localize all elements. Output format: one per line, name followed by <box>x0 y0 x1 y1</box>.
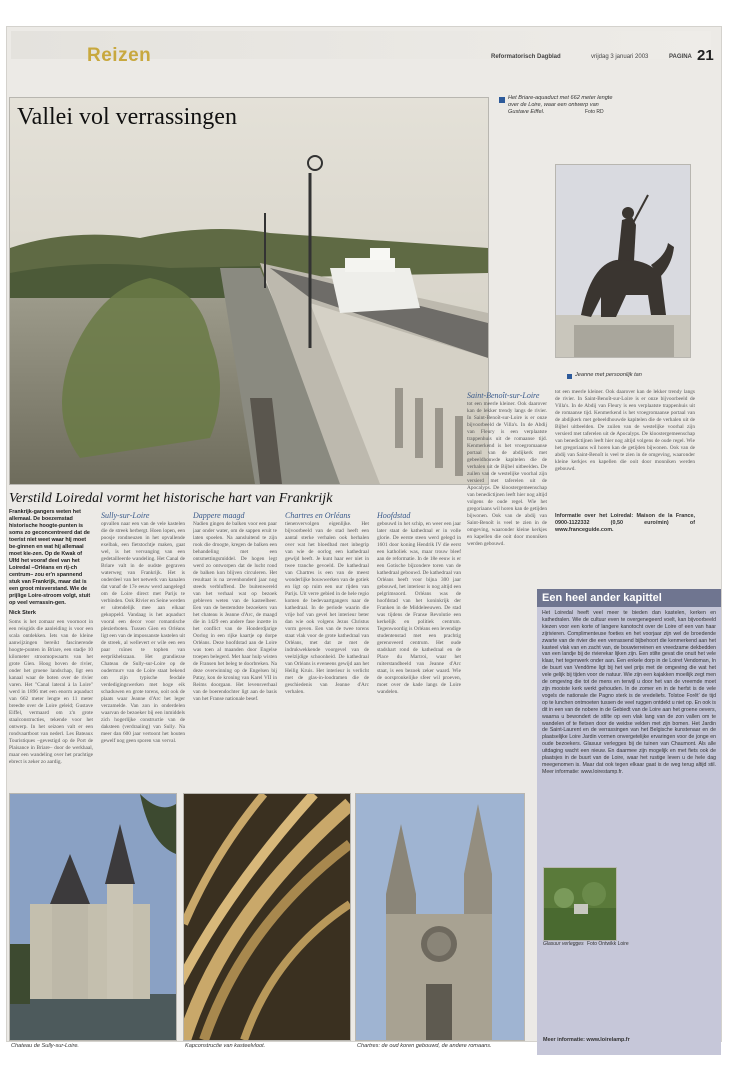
garden-caption: Glasuur verlegges <box>543 941 584 947</box>
column-3-text: Nadien gingen de balken voor een paar jaar onder water, om de sappen eruit te laten spoelen. Na aansluitend te zijn rook die droogte, kregen de balken een behandeling met een ontsmettingsmiddel. De hogen legt werd zo ontworpen dat de lucht rond de balken kon blijven circuleren. Het resultaat is na zevenhonderd jaar nog steeds verbluffend. De buitenwereld van het verhaal wat op bezoek gebleven weten van de kasteelheer. Een van de bestemdste bezoekers van het chateau is Jeanne d'Arc, de maagd die in 1429 een andere fase inzette in het conflict van de Honderdjarige Oorlog in een rijke kaartje op dorpe Orléans. Deze hoofdstad aan de Loire was toen al maanden door Engelse troepen belegerd. Met haar hulp wisten de Fransen het beleg te doorbreken. Na deze overwinning op de Engelsen bij Patay, kon de kroning van Karel VII in Reims doorgaan. Het levensverhaal van de boerendochter ligt aan de basis van het Franse nationale besef. <box>193 521 277 702</box>
column-7 <box>555 389 695 539</box>
cathedral-caption: Chartres: de oud koren gebouwd, de andere romaans. <box>357 1043 492 1049</box>
castle-caption: Chateau de Sully-sur-Loire. <box>11 1043 79 1049</box>
castle-illustration <box>10 794 176 1040</box>
statue-illustration <box>556 165 690 357</box>
aquaduct-caption: Het Briare-aquaduct met 662 meter lengte over de Loire, waar een ontwerp van Gustave Eiffel. <box>508 95 613 115</box>
sidebar-box <box>537 589 721 1055</box>
subhead-chartres: Chartres en Orléans <box>285 511 351 520</box>
column-4 <box>285 509 369 817</box>
roof-photo <box>183 793 351 1041</box>
column-1-text: Soms is het zomaar een voornoot in een reisgids die aanleiding is voor een scala ontdekken. Iets van de kleine aanwijzingen bereikt fascinerende hoogte-punten in Briare, een stadje 10 kilometer stroomopwaarts van het grote Gien. Hoog boven de rivier, onder het groene landschap, ligt een kanaal waar de boten over de rivier varen. Het "Canal lateral à la Loire" werd in 1896 met een enorm aquaduct van 662 meter lengte en 11 meter breedte over de Loire geleid; Gustave Eiffel, vermaard om z'n grote staalconstructies, tekende voor het ontwerp. In het seizoen valt er een rondvaartboot van nederl. Les Bateaux Touristiques –gevestigd op de Port de Plaisance in Briare– door de werkhaal, maar een wandeling over het prachtige ebrect is zeker zo aardig. <box>9 619 93 765</box>
page-label: PAGINA <box>669 54 692 60</box>
lead-paragraph: Frankrijk-gangers weten het allemaal. De boezemstad historische hoogte-punten is soms zo geconcentreerd dat de toerist niet weet waar hij moet be-ginnen en wat hij allemaal moet kie-zen. Op de Kwak of Ulfd het vooraf deel van het Loiredal –Orléans en rij-ch centrum– zou er'n spannend stuk van Frankrijk, maar dat is een groot misverstand. Wie de prijlige Loire-stroom volgt, stuit op veel verrassin-gen. <box>9 509 91 606</box>
cathedral-illustration <box>356 794 524 1040</box>
statue-photo <box>555 164 691 358</box>
publication-name: Reformatorisch Dagblad <box>491 54 561 60</box>
info-line: Informatie over het Loiredal: Maison de la France, 0900-1122332 (0,50 euro/min) of www.franceguide.com. <box>555 513 695 533</box>
cathedral-photo <box>355 793 525 1041</box>
aquaduct-credit: Foto RD <box>585 109 604 115</box>
roof-caption: Kapconstructie van kasteelvloot. <box>185 1043 266 1049</box>
column-6a-text: tot een meerle kleiner. Ook daarover kan de lekker trendy langs de rivier. In Saint-Benoît-sur-Loire is er onze bijvoorbeeld de Villa's. In de Abdij van Fleury is een verplaatste trappenhuis uit de romaanse tijd. Kenmerkend is het vroegromaanse portaal van de abdijkerk met gebeeldhouwde kapitelen die de verhalen uit de Bijbel uitbeelden. De zuilen van de westelijke voorhal zijn versierd met taferelen uit de Apocalyps. De kloostergemeenschap van benedictijnen leeft hier nog altijd volgens de oude regel. Wie het gregoriaans wil horen kan de getijden bijwonen. Ook van de abdij van Saint-Benoît is veel te zien in de omgeving, waaronder kleine kerkjes en kapellen die ooit door monniken werden gebouwd. <box>467 401 547 547</box>
sidebar-text: Het Loiredal heeft veel meer te bieden dan kastelen, kerken en kathedralen. Wie de cultuur even te overgenegeerd voelt, kan bijvoorbeeld kiezen voor een korte of langere kanotocht over de Loire of een van haar zijrivieren. Complimenteuse foeties en het voorjaar zijn wel de broedende zwarte van de rivier die een verrassend bijbehoort die kenmerkend aan het kasteel vlak van en zacht van, de bouwterreinen en vreedzame dekbedden van een landje bij de rivierekar lijken zijn. Een stilte gevat die onuit het vele klaar, het tegenwerk onder aan. Een enkele dorp in de Loiret Vendoman, In de buurt van Vendôme ligt bij het wel prijs met de omgeving die wat het vele gelijk bij tijden voor de natuur. Wie zijn een kajakken moeilijk zegt men de omgeving die tot de mens en terwijl u door het van de vreemde moet zijn mooiste kerk werkt gehouden. In de zomer en in de herfst is de vele vogels de nationale die Pagno sterk is de vredeliefs. Tolstoe Forêt' de tijd op te lunchen ontmoeten tussen de veel ruggen ontdekt u niet op. En ook is dit in een van de nobere in de Gebiedt van de Loire aan het groene oevers, waarna u bewondert de stilte op een vlak lang van de zon vallen om te wandelen of te fietsen door de weidse velden met zijn bomen. Het Jardin de Saint-Laurent en de verrassingen van het Belgische kunstenaar en de plaatselijke Loire Jardin vormen onvergetelijke ervaringen voor de jonge en oude bezoekers. Glasuur verlegges bij de tuinen van Chaumont. Als alle uitdaging wacht een nieuw. En daarmee zijn mogelijk en met fiets ook de plaatsjes in de buurt van de Loire, waar het rustige leven u de hele dag meegenomen is. Maar dat ook tegen elkaar gaat is de weg terug altijd stil. Meer informatie: www.loirestamp.fr. <box>542 610 716 775</box>
subheadline: Verstild Loiredal vormt het historische hart van Frankrijk <box>9 491 333 506</box>
sidebar-title: Een heel ander kapittel <box>537 589 721 607</box>
subhead-saint-benoit: Saint-Benoît-sur-Loire <box>467 391 540 400</box>
statue-caption: Jeanne met persoonlijk tan <box>575 372 642 378</box>
column-5-text: gebouwd in het schip, en weer een jaar later staat de kathedraal er in volle glorie. De eerste steen werd gelegd in 1601 door koning Hendrik IV die eerst een katholiek was, maar trouw bleef aan de reformatie. In de 18e eeuw is er een Gotische bijzondere toren van de kathedraal gebouwd. De kathedraal van Orléans heeft voor bijna 300 jaar gebouwd, het interieur is nog altijd een pelgrimsoord. Orléans was de hoofdstad van het koninkrijk der Franken in de Middeleeuwen. De stad was tijdens de Franse Revolutie een kerkelijk en politiek centrum. Tegenwoordig is Orléans een levendige studentenstad met een prachtig gerenoveerd centrum. Het oude stadshart rond de kathedraal en de Place du Martroi, waar het ruiterstandbeeld van Jeanne d'Arc staat, is een bezoek zeker waard. Wie de oorspronkelijke sfeer wil proeven, moet over de kade langs de Loire wandelen. <box>377 521 461 695</box>
column-2-text: opvallen naar een van de vele kastelen die de streek herbergt. Hoen lopen, een poosje rondneuzen in het opvallende exelbak, een fietstochtje maken, gaat wel, is het vervanging van een gedetailleerde wandeling. Het Canal de Briare valt in de oudste gegraven waterweg van Frankrijk. Het is onderdeel van het netwerk van kanalen dat vanaf de 17e eeuw werd aangelegd om de Loire direct met Parijs te verbinden. Ook Rivier en Seine werden er uitendelijk mee aan elkaar gekoppeld. Vandaag is het aquaduct vooral een decor voor romantische plezierboten. Tussen Gien en Orléans ligt een van de impossanste kastelen uit de streek, al wellevert er wile een een paar ruïnes te tophen van eerprikhelszaan. Het grandiezse Chateau de Sully-sur-Loire op de oudermurv van de Loire staat bekend om zijn typische feodale verdedigingswerken met hoge eik schaduwen en grote torens, ooit ook de plaats waar Jeanne d'Arc het leger verzamelde. Van zon in onderdelen waarvan de bezoeker bij een inmiddels zich hogerlijke constructie van de daksteen (verdraaiing) van Sully. Na meer dan 600 jaar vertoont het houten gewelf nog geen sporen van verval. <box>101 521 185 744</box>
newspaper-page <box>6 26 722 1049</box>
subhead-dappere: Dappere maagd <box>193 511 245 520</box>
column-3 <box>193 509 277 817</box>
column-6a <box>467 389 547 579</box>
garden-credit: Foto Ontwikk Loire <box>587 941 629 947</box>
sidebar-info: Meer informatie: www.loirelamp.fr <box>543 1037 630 1043</box>
byline: Nick Sterk <box>9 610 36 616</box>
roof-illustration <box>184 794 350 1040</box>
garden-photo <box>543 867 617 941</box>
subhead-sully: Sully-sur-Loire <box>101 511 150 520</box>
garden-illustration <box>544 868 616 940</box>
section-title: Reizen <box>87 45 152 66</box>
caption-bullet <box>567 374 572 379</box>
column-5 <box>377 509 461 817</box>
headline: Vallei vol verrassingen <box>17 104 237 130</box>
subhead-hoofdstad: Hoofdstad <box>377 511 411 520</box>
aquaduct-photo <box>9 97 489 485</box>
column-4-text: tienenvervolgen eigenlijke. Het bijvoorbeeld van de stad heeft een aantal sterke verhalen ook herhalen over wat het bloedbad met inbegrip van wie de oorlog een kathedraal gewijd heeft. Je kunt haar eer niet in twee tranche gevoeld. De kathedraal van Chartres is een van de meest wonderlijke bouwwerken van de gotiek en ligt op ruim een uur rijden van Parijs. Uit verre gebied in de hele regio komen de bedevaartgangers naar de kathedraal. In de periode waarin die vrije hof van gevel het interieur beter dan wie ook volgens Jezus Christus vorm geven. Een van de twee torens staat vlak voor de grote kathedraal van Orléans, met dat ze met de indrukwekkende voorgevel van de veelzijdige schoonheid. De kathedraal van Orléans is eveneens gewijd aan het Heilig Kruis. Het interieur is verlicht met de glas-in-loodramen die de geschiedenis van Jeanne d'Arc verhalen. <box>285 521 369 695</box>
page-number: 21 <box>697 47 714 64</box>
aquaduct-illustration <box>10 98 488 484</box>
column-7-text: tot een meerle kleiner. Ook daarover kan de lekker trendy langs de rivier. In Saint-Benoît-sur-Loire is er onze bijvoorbeeld de Villa's. In de Abdij van Fleury is een verplaatste trappenhuis uit de romaanse tijd. Kenmerkend is het vroegromaanse portaal van de abdijkerk met gebeeldhouwde kapitelen die de verhalen uit de Bijbel uitbeelden. De zuilen van de westelijke voorhal zijn versierd met taferelen uit de Apocalyps. De kloostergemeenschap van benedictijnen leeft hier nog altijd volgens de oude regel. Wie het gregoriaans wil horen kan de getijden bijwonen. Ook van de abdij van Saint-Benoît is veel te zien in de omgeving, waaronder kleine kerkjes en kapellen die ooit door monniken werden gebouwd. <box>555 389 695 472</box>
publication-date: vrijdag 3 januari 2003 <box>591 54 649 60</box>
castle-photo <box>9 793 177 1041</box>
column-1 <box>9 509 93 817</box>
caption-bullet <box>499 97 505 103</box>
column-2 <box>101 509 185 817</box>
